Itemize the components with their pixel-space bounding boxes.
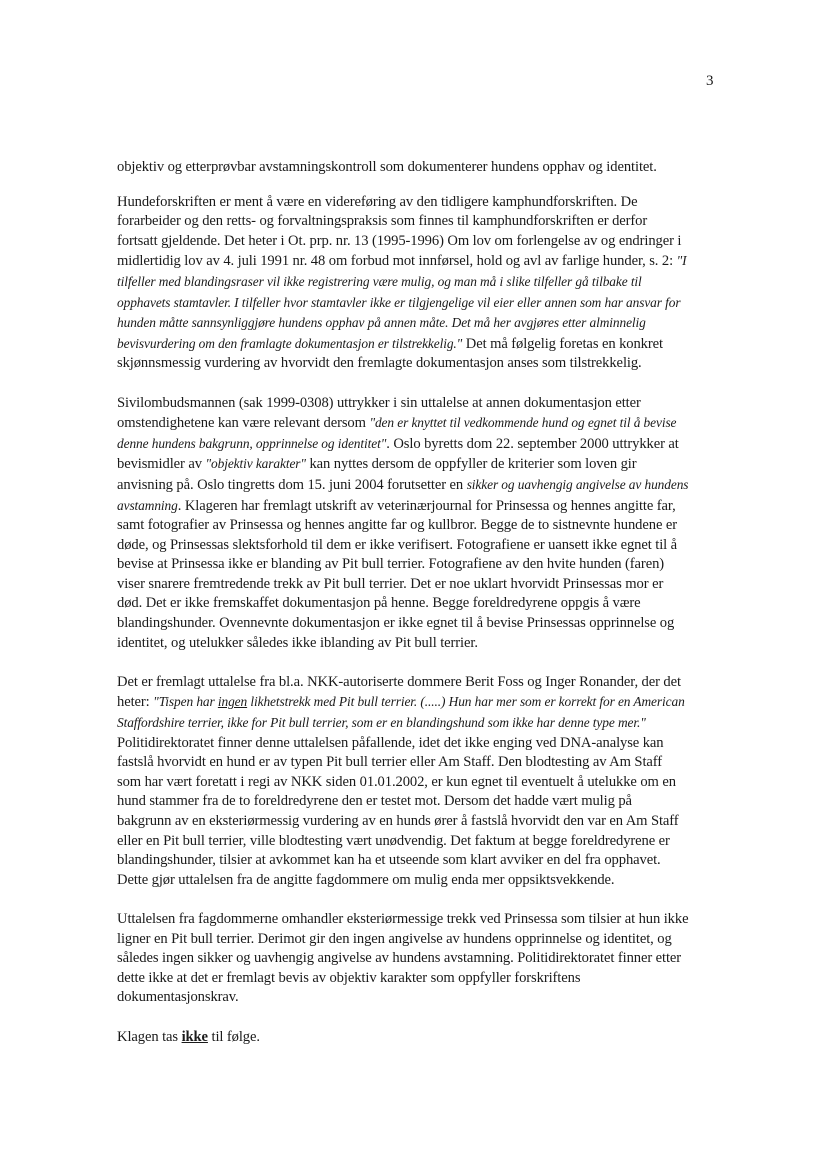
quote-sivilombudsmannen: "den er knyttet til vedkommende hund og egnet til å bevise denne hundens bakgrunn, opprinnelse og identitet" — [117, 415, 677, 451]
bold-ikke: ikke — [181, 1028, 208, 1045]
paragraph-5: Uttalelsen fra fagdommerne omhandler eksteriørmessige trekk ved Prinsessa som tilsier at hun ikke ligner en Pit bull terrier. Derimot gir den ingen angivelse av hundens opprinnelse og identitet, og således ingen sikker og uavhengig angivelse av hundens avstamning. Politidirektoratet finner etter dette ikke at det er fremlagt bevis av objektiv karakter som oppfyller forskriftens dokumentasjonskrav. — [117, 910, 689, 1006]
page-number: 3 — [706, 73, 714, 89]
document-body — [117, 158, 689, 1067]
paragraph-2: Hundeforskriften er ment å være en videreføring av den tidligere kamphundforskriften. De forarbeider og den retts- og forvaltningspraksis som finnes til kamphundforskriften er derfor fortsatt gjeldende. Det heter i Ot. prp. nr. 13 (1995-1996) Om lov om forlengelse av og endringer i midlertidig lov av 4. juli 1991 nr. 48 om forbud mot innførsel, hold og avl av farlige hunder, s. 2: "I tilfeller med blandingsraser vil ikke registrering være mulig, og man må i slike tilfeller gå tilbake til opphavets stamtavler. I tilfeller hvor stamtavler ikke er tilgjengelige vil eier eller annen som har ansvar for hunden måtte sannsynliggjøre hundens opphav på annen måte. Det må her avgjøres etter alminnelig bevisvurdering om den framlagte dokumentasjon er tilstrekkelig." Det må følgelig foretas en konkret skjønnsmessig vurdering av hvorvidt den fremlagte dokumentasjon anses som tilstrekkelig. — [117, 193, 687, 372]
quote-sikker-angivelse: sikker og uavhengig angivelse av hundens avstamning — [117, 476, 689, 513]
paragraph-6-conclusion: Klagen tas ikke til følge. — [117, 1028, 260, 1045]
paragraph-4: Det er fremlagt uttalelse fra bl.a. NKK-autoriserte dommere Berit Foss og Inger Ronander, der det heter: "Tispen har ingen likhetstrekk med Pit bull terrier. (.....) Hun har mer som er korrekt for en American Staffordshire terrier, ikke for Pit bull terrier, som er en blandingshund som ikke har denne type mer." Politidirektoratet finner denne uttalelsen påfallende, idet det ikke enging ved DNA-analyse kan fastslå hvorvidt en hund er av typen Pit bull terrier eller Am Staff. Den blodtesting av Am Staff som har vært foretatt i regi av NKK siden 01.01.2002, er kun egnet til eventuelt å utelukke om en hund stammer fra de to foreldredyrene den er testet mot. Dersom det hadde vært mulig på bakgrunn av en eksteriørmessig vurdering av en hunds ører å fastslå hvorvidt den var en Am Staff eller en Pit bull terrier, ville blodtesting vært unødvendig. Det faktum at begge foreldredyrene er blandingshunder, tilsier at avkommet kan ha et utseende som klart avviker en del fra opphavet. Dette gjør uttalelsen fra de angitte fagdommere om mulig enda mer oppsiktsvekkende. — [117, 673, 685, 888]
underlined-ingen: ingen — [217, 694, 248, 710]
paragraph-1: objektiv og etterprøvbar avstamningskontroll som dokumenterer hundens opphav og identitet. — [117, 159, 657, 175]
paragraph-3: Sivilombudsmannen (sak 1999-0308) uttrykker i sin uttalelse at annen dokumentasjon etter omstendighetene kan være relevant dersom "den er knyttet til vedkommende hund og egnet til å bevise denne hundens bakgrunn, opprinnelse og identitet". Oslo byretts dom 22. september 2000 uttrykker at bevismidler av "objektiv karakter" kan nyttes dersom de oppfyller de kriterier som loven gir anvisning på. Oslo tingretts dom 15. juni 2004 forutsetter en sikker og uavhengig angivelse av hundens avstamning. Klageren har fremlagt utskrift av veterinærjournal for Prinsessa og hennes angitte far, samt fotografier av Prinsessa og hennes angitte far og kullbror. Begge de to sistnevnte hundene er døde, og Prinsessas slektsforhold til dem er ikke verifisert. Fotografiene er uansett ikke egnet til å bevise at Prinsessa ikke er blanding av Pit bull terrier. Fotografiene av den hvite hunden (faren) viser snarere fremtredende trekk av Pit bull terrier. Det er noe uklart hvorvidt Prinsessas mor er død. Det er ikke fremskaffet dokumentasjon på henne. Begge foreldredyrene oppgis å være blandingshunder. Ovennevnte dokumentasjon er ikke egnet til å bevise Prinsessas opprinnelse og identitet, og utelukker således ikke iblanding av Pit bull terrier. — [117, 394, 689, 651]
quote-objektiv-karakter: "objektiv karakter" — [205, 456, 306, 472]
quote-dommere: "Tispen har ingen likhetstrekk med Pit bull terrier. (.....) Hun har mer som er korrekt for en American Staffordshire terrier, ikke for Pit bull terrier, som er en blandingshund som ikke har denne type mer." — [117, 694, 685, 731]
quote-ot-prp: "I tilfeller med blandingsraser vil ikke registrering være mulig, og man må i slike tilfeller gå tilbake til opphavets stamtavler. I tilfeller hvor stamtavler ikke er tilgjengelige vil eier eller annen som har ansvar for hunden måtte sannsynliggjøre hundens opphav på annen måte. Det må her avgjøres etter alminnelig bevisvurdering om den framlagte dokumentasjon er tilstrekkelig." — [117, 253, 687, 351]
